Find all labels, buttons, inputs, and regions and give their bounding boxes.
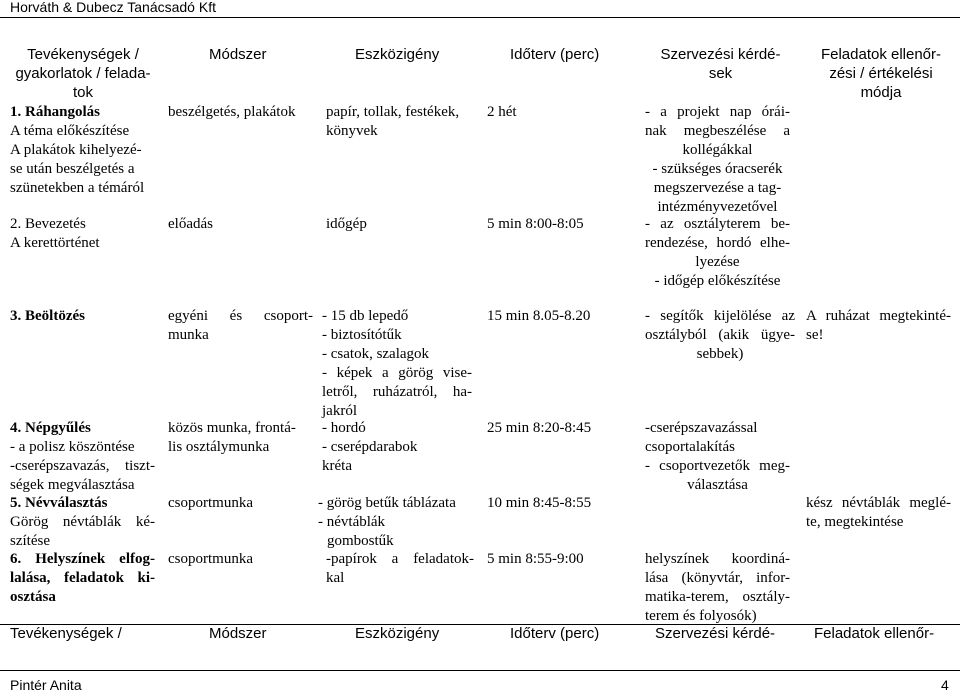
col-header-tools: Eszközigény: [355, 46, 440, 63]
evaluation-cell: kész névtáblák meglé- te, megtekintése: [806, 495, 951, 530]
method-cell: közös munka, frontá- lis osztálymunka: [168, 420, 296, 455]
method-cell: beszélgetés, plakátok: [168, 104, 296, 120]
method-cell: előadás: [168, 216, 213, 232]
author-name: Pintér Anita: [10, 677, 82, 693]
organisation-cell: - segítők kijelölése az osztályból (akik ügye- sebbek): [645, 308, 795, 362]
footer-rule: [0, 670, 960, 671]
time-cell: 10 min 8:45-8:55: [487, 495, 592, 511]
col-header-evaluation: Feladatok ellenőr- zési / értékelési módja: [820, 46, 942, 101]
time-cell: 25 min 8:20-8:45: [487, 420, 592, 436]
col-header-organisation: Szervezési kérdé-: [655, 625, 776, 642]
tools-cell: - görög betűk táblázata - névtáblák gombostűk: [318, 495, 456, 549]
method-cell: csoportmunka: [168, 551, 253, 567]
tools-cell: -papírok a feladatok- kal: [326, 551, 474, 586]
tools-cell: - 15 db lepedő - biztosítótűk - csatok, szalagok - képek a görög vise- letről, ruházatról, ha- jakról: [322, 308, 472, 419]
method-cell: egyéni és csoport- munka: [168, 308, 313, 343]
organisation-cell: -cserépszavazással csoportalakítás - csoportvezetők meg- választása: [645, 420, 790, 493]
time-cell: 5 min 8:00-8:05: [487, 216, 584, 232]
col-header-time: Időterv (perc): [510, 46, 600, 63]
organisation-cell: - a projekt nap órái- nak megbeszélése a kollégákkal - szükséges óracserék megszervezése a tag- intézményvezetővel: [645, 104, 790, 215]
col-header-organisation: Szervezési kérdé- sek: [660, 46, 781, 82]
col-header-method: Módszer: [209, 46, 267, 63]
company-name: Horváth & Dubecz Tanácsadó Kft: [10, 0, 216, 15]
method-cell: csoportmunka: [168, 495, 253, 511]
time-cell: 5 min 8:55-9:00: [487, 551, 584, 567]
organisation-cell: helyszínek koordiná- lása (könyvtár, infor- matika-terem, osztály- terem és folyosók): [645, 551, 790, 624]
activity-3: 3. Beöltözés: [10, 308, 85, 324]
time-cell: 2 hét: [487, 104, 517, 120]
col-header-activities: Tevékenységek /: [10, 625, 122, 642]
tools-cell: időgép: [326, 216, 367, 232]
page-number: 4: [941, 677, 949, 693]
activity-5: 5. Névválasztás Görög névtáblák ké- szítése: [10, 495, 155, 549]
header-rule: [0, 17, 960, 18]
col-header-tools: Eszközigény: [355, 625, 440, 642]
col-header-evaluation: Feladatok ellenőr-: [814, 625, 935, 642]
col-header-activities: Tevékenységek / gyakorlatok / felada- tok: [15, 46, 151, 101]
col-header-method: Módszer: [209, 625, 267, 642]
activity-4: 4. Népgyűlés - a polisz köszöntése -cserépszavazás, tiszt- ségek megválasztása: [10, 420, 155, 493]
col-header-time: Időterv (perc): [510, 625, 600, 642]
tools-cell: papír, tollak, festékek, könyvek: [326, 104, 460, 139]
activity-1: 1. Ráhangolás A téma előkészítése A plakátok kihelyezé- se után beszélgetés a szünetekben a témáról: [10, 104, 145, 196]
tools-cell: - hordó - cserépdarabok kréta: [322, 420, 418, 474]
time-cell: 15 min 8.05-8.20: [487, 308, 591, 324]
evaluation-cell: A ruházat megtekinté- se!: [806, 308, 951, 343]
activity-6: 6. Helyszínek elfog- lalása, feladatok ki- osztása: [10, 551, 155, 605]
activity-2: 2. Bevezetés A kerettörténet: [10, 216, 100, 251]
organisation-cell: - az osztályterem be- rendezése, hordó elhe- lyezése - időgép előkészítése: [645, 216, 790, 289]
